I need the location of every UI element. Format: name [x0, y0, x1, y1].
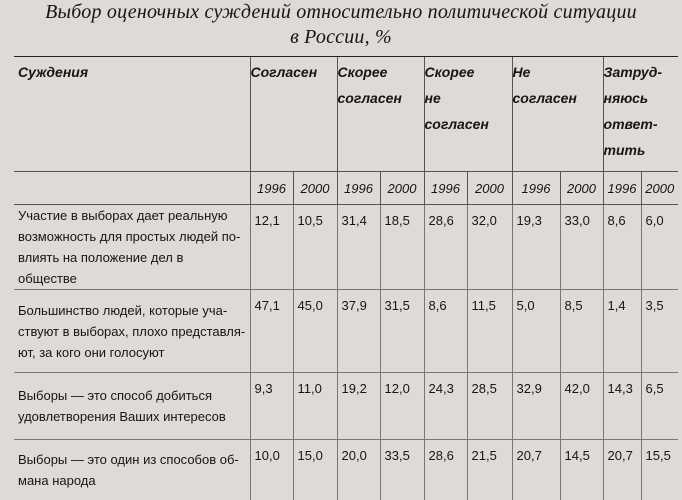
value-cell: 6,5 — [641, 373, 678, 440]
row-statement: Выборы — это один из способов об- мана народа — [14, 440, 250, 500]
value-cell: 45,0 — [293, 290, 337, 373]
value-cell: 19,3 — [512, 205, 560, 290]
value-cell: 8,6 — [424, 290, 467, 373]
column-header-line: согласен — [513, 85, 603, 111]
value-cell: 32,9 — [512, 373, 560, 440]
value-cell: 9,3 — [250, 373, 293, 440]
value-cell: 11,0 — [293, 373, 337, 440]
column-header-line: Не — [513, 59, 603, 85]
column-header-disagree — [512, 57, 603, 172]
column-header-line: согласен — [425, 111, 512, 137]
value-cell: 6,0 — [641, 205, 678, 290]
column-header-line: Согласен — [251, 59, 337, 85]
value-cell: 14,5 — [560, 440, 603, 500]
year-cell: 1996 — [512, 172, 560, 205]
year-cell: 2000 — [293, 172, 337, 205]
year-cell: 1996 — [424, 172, 467, 205]
table-title — [0, 0, 682, 50]
value-cell: 8,6 — [603, 205, 641, 290]
value-cell: 31,4 — [337, 205, 380, 290]
year-cell: 2000 — [467, 172, 512, 205]
value-cell: 28,6 — [424, 440, 467, 500]
value-cell: 28,5 — [467, 373, 512, 440]
column-header-rather-agree — [337, 57, 424, 172]
value-cell: 24,3 — [424, 373, 467, 440]
column-header-statements: Суждения — [14, 57, 250, 172]
title-line-1: Выбор оценочных суждений относительно политической ситуации — [0, 0, 682, 25]
column-header-line: тить — [604, 137, 679, 163]
value-cell: 5,0 — [512, 290, 560, 373]
value-cell: 20,7 — [603, 440, 641, 500]
value-cell: 21,5 — [467, 440, 512, 500]
value-cell: 15,5 — [641, 440, 678, 500]
column-header-line: Скорее — [425, 59, 512, 85]
table-row — [14, 290, 678, 373]
value-cell: 18,5 — [380, 205, 424, 290]
value-cell: 33,0 — [560, 205, 603, 290]
value-cell: 20,0 — [337, 440, 380, 500]
row-statement: Участие в выборах дает реальную возможность для простых людей по- влиять на положение дел в обществе — [14, 205, 250, 290]
value-cell: 33,5 — [380, 440, 424, 500]
opinion-table — [14, 56, 678, 500]
column-header-line: согласен — [338, 85, 424, 111]
value-cell: 14,3 — [603, 373, 641, 440]
title-line-2: в России, % — [0, 25, 682, 50]
column-header-line: няюсь — [604, 85, 679, 111]
value-cell: 8,5 — [560, 290, 603, 373]
column-header-hard-to-say — [603, 57, 678, 172]
value-cell: 10,0 — [250, 440, 293, 500]
value-cell: 12,0 — [380, 373, 424, 440]
table-row — [14, 440, 678, 500]
year-cell: 1996 — [603, 172, 641, 205]
column-header-line: Скорее — [338, 59, 424, 85]
column-header-rather-disagree — [424, 57, 512, 172]
year-row-blank — [14, 172, 250, 205]
table-row — [14, 205, 678, 290]
value-cell: 32,0 — [467, 205, 512, 290]
value-cell: 15,0 — [293, 440, 337, 500]
row-statement: Выборы — это способ добиться удовлетворения Ваших интересов — [14, 373, 250, 440]
year-cell: 2000 — [641, 172, 678, 205]
value-cell: 10,5 — [293, 205, 337, 290]
value-cell: 28,6 — [424, 205, 467, 290]
year-row — [14, 172, 678, 205]
header-row — [14, 57, 678, 172]
year-cell: 2000 — [560, 172, 603, 205]
value-cell: 3,5 — [641, 290, 678, 373]
value-cell: 11,5 — [467, 290, 512, 373]
value-cell: 20,7 — [512, 440, 560, 500]
year-cell: 1996 — [337, 172, 380, 205]
value-cell: 31,5 — [380, 290, 424, 373]
value-cell: 19,2 — [337, 373, 380, 440]
value-cell: 42,0 — [560, 373, 603, 440]
column-header-agree — [250, 57, 337, 172]
value-cell: 12,1 — [250, 205, 293, 290]
value-cell: 1,4 — [603, 290, 641, 373]
column-header-line: Затруд- — [604, 59, 679, 85]
year-cell: 2000 — [380, 172, 424, 205]
table-row — [14, 373, 678, 440]
value-cell: 47,1 — [250, 290, 293, 373]
column-header-line: не — [425, 85, 512, 111]
value-cell: 37,9 — [337, 290, 380, 373]
row-statement: Большинство людей, которые уча- ствуют в выборах, плохо представля- ют, за кого они голосуют — [14, 290, 250, 373]
column-header-line: ответ- — [604, 111, 679, 137]
year-cell: 1996 — [250, 172, 293, 205]
